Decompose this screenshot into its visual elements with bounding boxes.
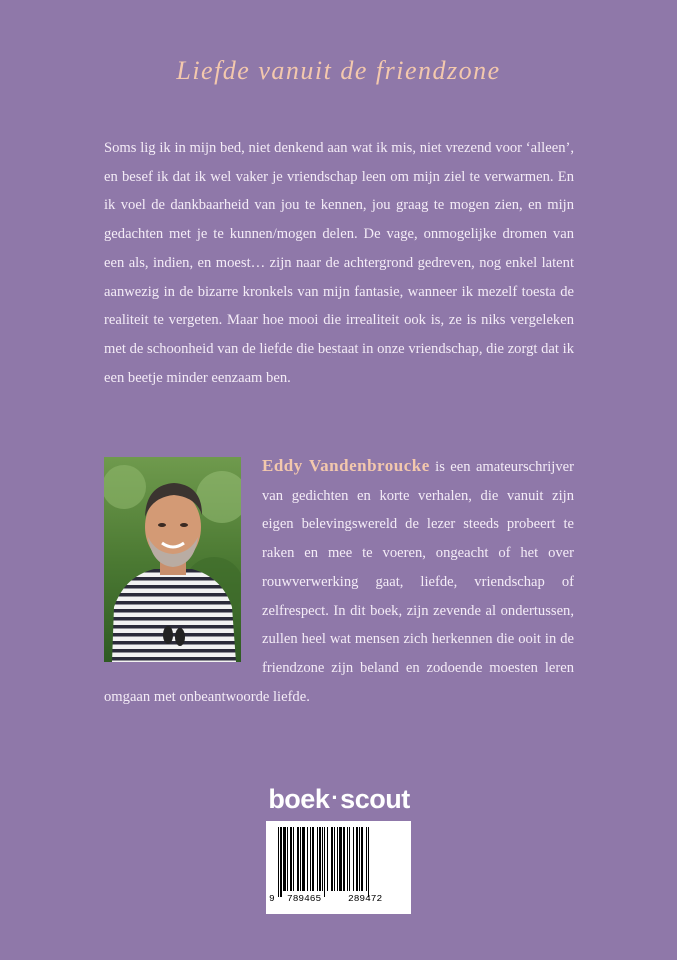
isbn-barcode: [266, 821, 411, 914]
barcode-bar: [324, 827, 325, 897]
isbn-right-digits: 289472: [348, 893, 383, 904]
publisher-logo: [268, 784, 410, 815]
barcode-bar: [356, 827, 358, 891]
isbn-number: [266, 893, 411, 911]
book-blurb: Soms lig ik in mijn bed, niet denkend aan wat ik mis, niet vrezend voor ‘alleen’, en besef ik dat ik wel vaker je vriendschap leen om mijn ziel te verwarmen. En ik voel de dankbaarheid van jou te kennen, jou graag te mogen zien, en mijn gedachten met je te kunnen/mogen delen. De vage, onmogelijke dromen van een als, indien, en moest… zijn naar de achtergrond gedreven, nog enkel latent aanwezig in de bizarre kronkels van mijn fantasie, wanneer ik mezelf toesta de realiteit te vergeten. Maar hoe mooi die irrealiteit ook is, ze is niks vergeleken met de schoonheid van de liefde die bestaat in onze vriendschap, die zorgt dat ik een beetje minder eenzaam ben.: [104, 140, 574, 386]
barcode-bar: [319, 827, 321, 891]
barcode-bar: [310, 827, 311, 891]
book-title: Liefde vanuit de friendzone: [176, 56, 501, 85]
barcode-bar: [368, 827, 369, 897]
author-bio: [104, 452, 574, 711]
barcode-bar: [353, 827, 354, 891]
barcode-bar: [280, 827, 282, 897]
author-name: Eddy Vandenbroucke: [262, 456, 430, 475]
barcode-bar: [339, 827, 342, 891]
barcode-bar: [293, 827, 294, 891]
barcode-bar: [302, 827, 305, 891]
photo-spacer: [104, 452, 262, 664]
barcode-bar: [347, 827, 348, 891]
barcode-bar: [327, 827, 328, 891]
barcode-bar: [312, 827, 314, 891]
author-bio-text: is een amateurschrijver van gedichten en korte verhalen, die vanuit zijn eigen belevingswereld de lezer steeds probeert te raken en mee te voeren, ongeacht of het over rouwverwerking gaat, liefde, vriendschap of zelfrespect. In dit boek, zijn zevende al ondertussen, zullen heel wat mensen zich herkennen die ooit in de friendzone zijn beland en zodoende moesten leren omgaan met onbeantwoorde liefde.: [104, 459, 574, 705]
isbn-lead-digit: 9: [269, 893, 275, 904]
barcode-bar: [349, 827, 350, 891]
barcode-bar: [366, 827, 367, 891]
barcode-bar: [359, 827, 360, 891]
barcode-bar: [300, 827, 301, 891]
publisher-logo-dot: ·: [331, 785, 339, 810]
barcode-bar: [283, 827, 286, 891]
barcode-bar: [290, 827, 292, 891]
barcode-bar: [307, 827, 308, 891]
barcode-bar: [322, 827, 323, 891]
barcode-bar: [287, 827, 288, 891]
publisher-logo-part1: boek: [268, 784, 330, 814]
barcode-bar: [278, 827, 279, 897]
barcode-bar: [334, 827, 335, 891]
barcode-bar: [297, 827, 299, 891]
barcode-bar: [331, 827, 333, 891]
barcode-bar: [343, 827, 345, 891]
barcode-bar: [337, 827, 338, 891]
isbn-left-digits: 789465: [287, 893, 322, 904]
publisher-logo-part2: scout: [340, 784, 410, 814]
barcode-bar: [317, 827, 318, 891]
barcode-bar: [361, 827, 363, 891]
